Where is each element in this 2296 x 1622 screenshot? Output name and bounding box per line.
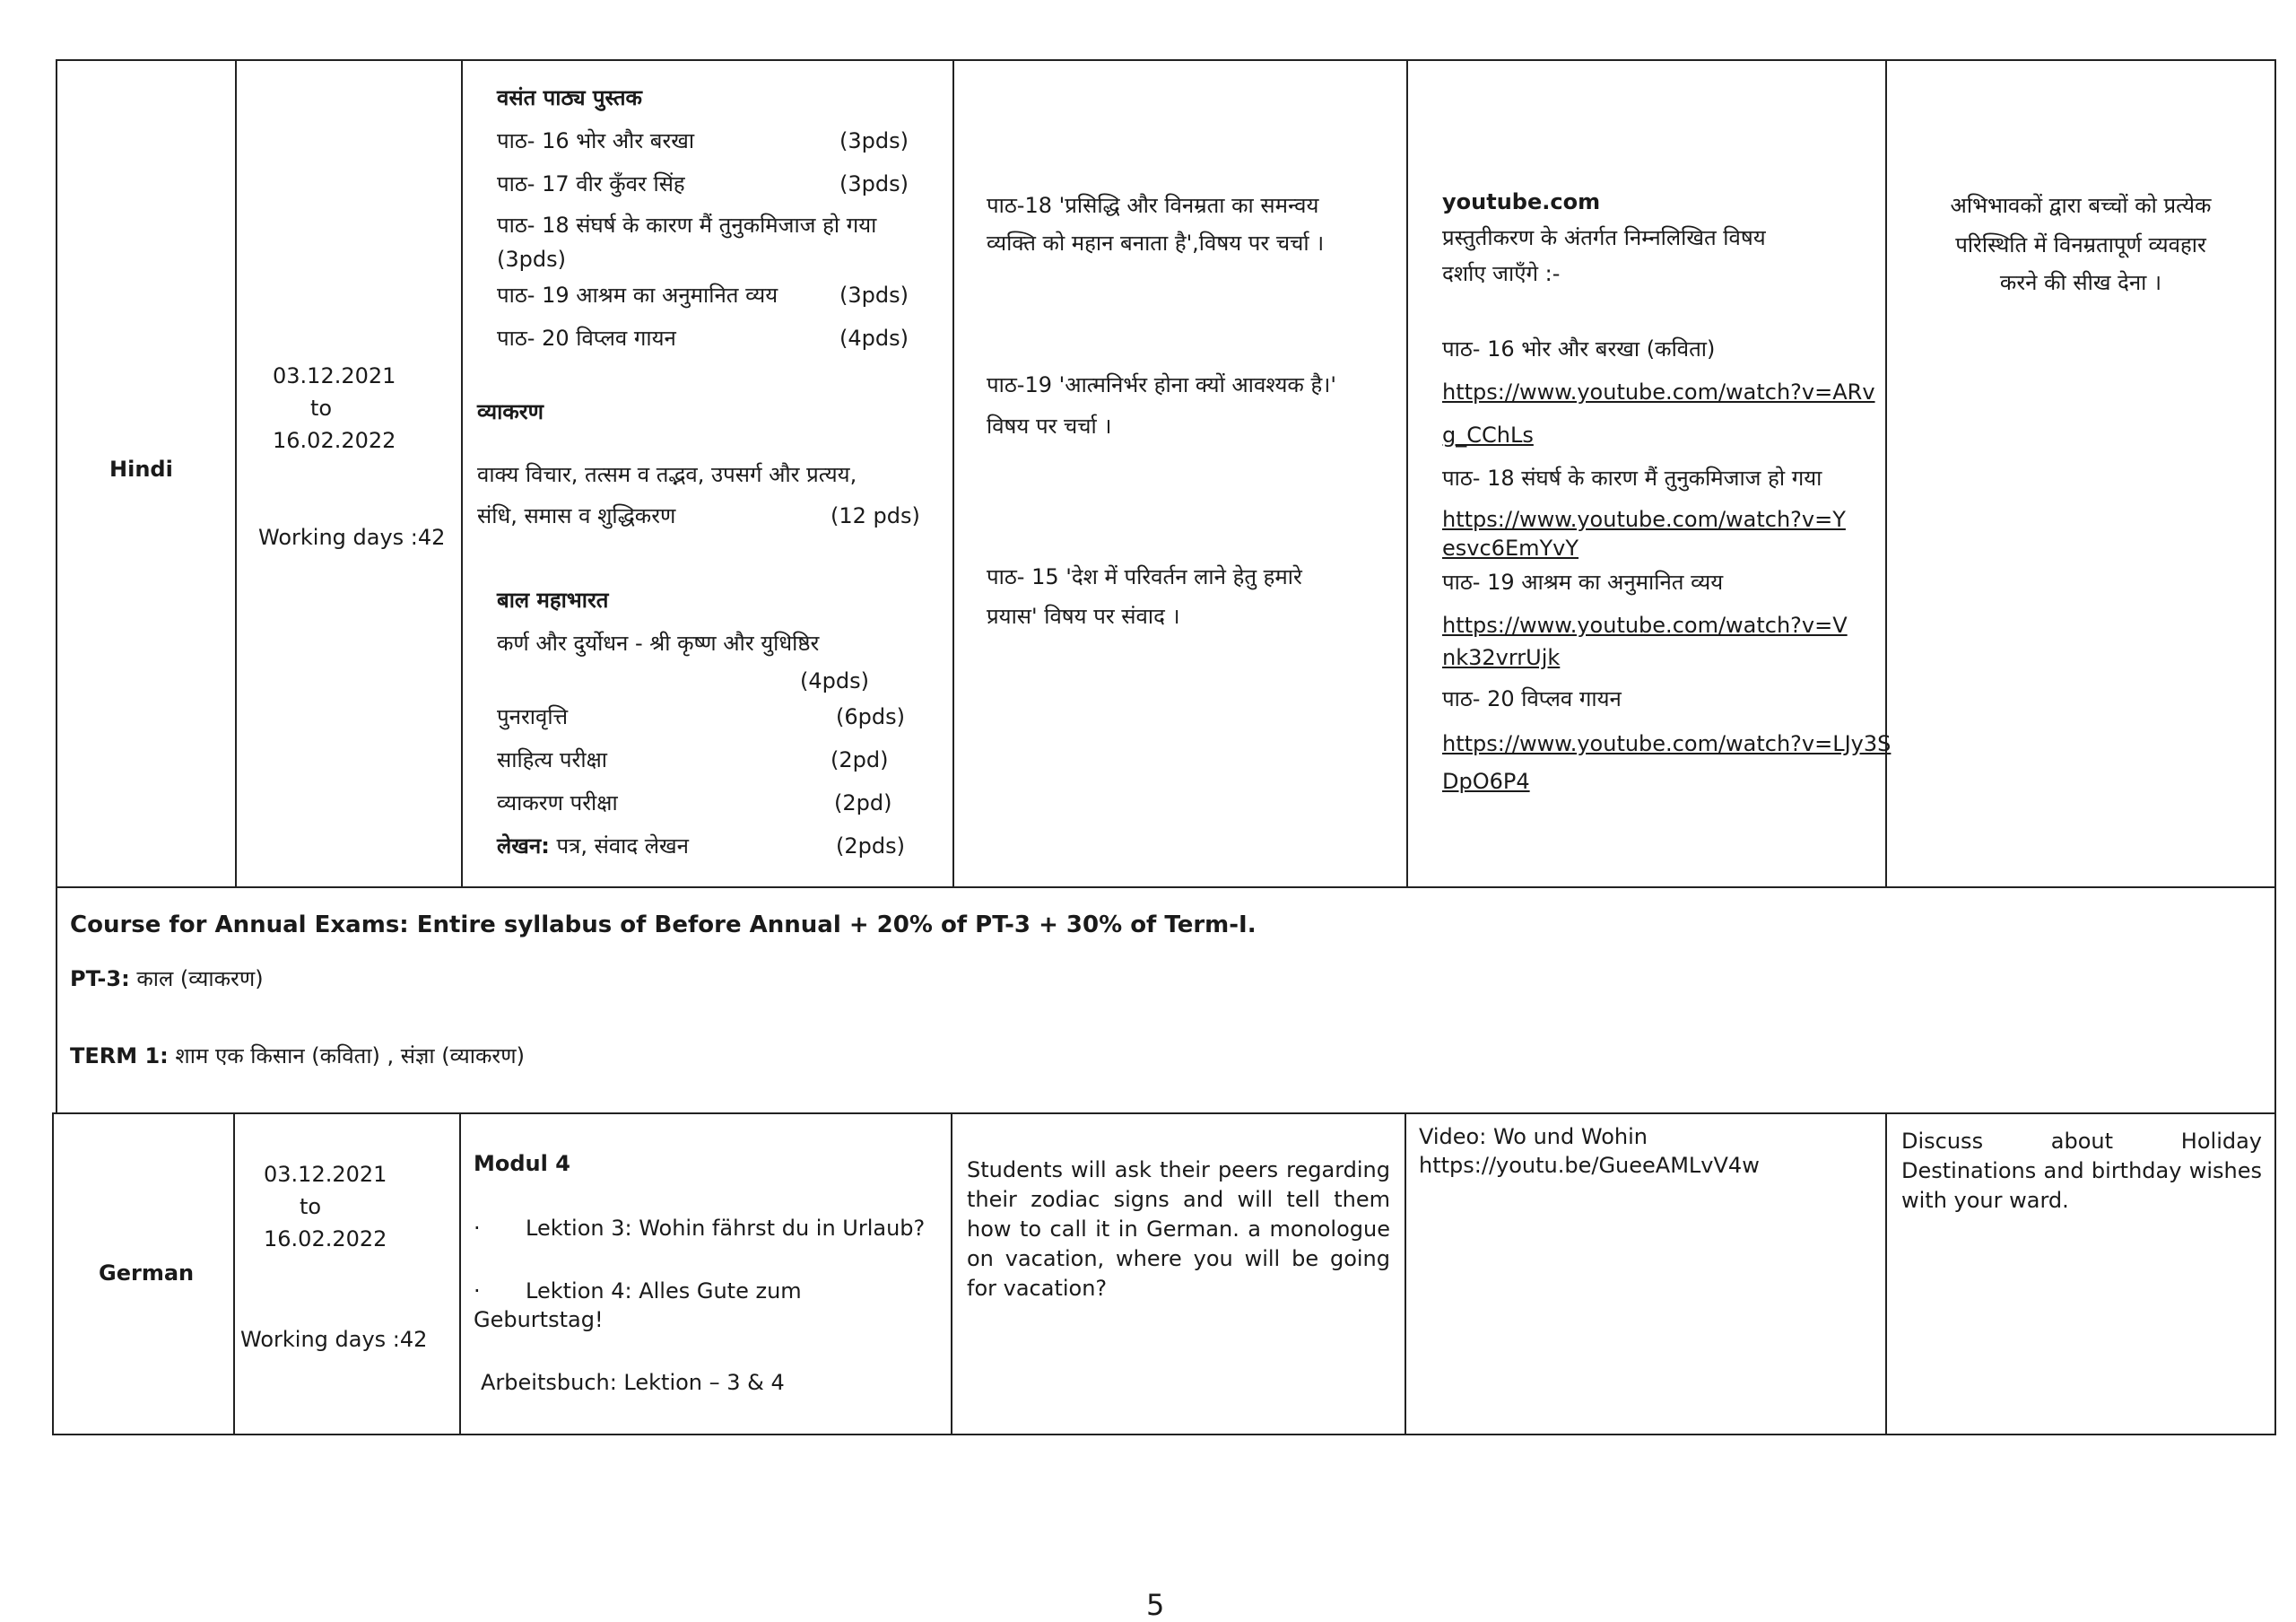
bal-mahabharat-title: बाल महाभारत: [497, 588, 609, 613]
activity-3-line-1: पाठ- 15 'देश में परिवर्तन लाने हेतु हमारे: [987, 564, 1302, 589]
term1-line: [70, 1042, 525, 1069]
annual-exam-block: [56, 885, 2276, 1114]
german-video-url[interactable]: https://youtu.be/GueeAMLvV4w: [1419, 1153, 1760, 1178]
resource-lesson-18-link-1[interactable]: https://www.youtube.com/watch?v=Y: [1442, 507, 1846, 532]
lesson-16: पाठ- 16 भोर और बरखा: [497, 128, 695, 153]
german-video-label: Video: Wo und Wohin: [1419, 1124, 1648, 1149]
german-date-to-word: to: [300, 1194, 322, 1219]
pt3-line: [70, 965, 264, 992]
lesson-18-periods: (3pds): [497, 247, 566, 272]
lesson-20: पाठ- 20 विप्लव गायन: [497, 326, 676, 351]
hindi-table: [56, 59, 2276, 888]
writing-text: पत्र, संवाद लेखन: [556, 833, 689, 859]
resource-intro-2: दर्शाए जाएँगे :-: [1442, 261, 1561, 286]
annual-course-line: Course for Annual Exams: Entire syllabus of Before Annual + 20% of PT-3 + 30% of Term-I.: [70, 911, 1257, 938]
lesson-19-periods: (3pds): [839, 283, 909, 308]
grammar-exam-periods: (2pd): [834, 790, 892, 815]
page-number: 5: [1146, 1588, 1165, 1622]
grammar-line-2: संधि, समास व शुद्धिकरण: [477, 503, 676, 528]
literature-exam-periods: (2pd): [831, 747, 889, 772]
resource-lesson-19-link-1[interactable]: https://www.youtube.com/watch?v=V: [1442, 613, 1848, 638]
hindi-syllabus-cell: [463, 61, 954, 886]
grammar-line-1: वाक्य विचार, तत्सम व तद्भव, उपसर्ग और प्रत्यय,: [477, 462, 857, 487]
resource-lesson-19-link-2[interactable]: nk32vrrUjk: [1442, 645, 1561, 670]
writing-line: [497, 833, 689, 859]
resource-lesson-16-link-1[interactable]: https://www.youtube.com/watch?v=ARv: [1442, 379, 1875, 405]
resource-intro-1: प्रस्तुतीकरण के अंतर्गत निम्नलिखित विषय: [1442, 225, 1766, 250]
hindi-subject: Hindi: [109, 457, 173, 482]
hindi-resources-cell: [1408, 61, 1892, 886]
activity-3-line-2: प्रयास' विषय पर संवाद ।: [987, 604, 1180, 629]
german-activity: Students will ask their peers regarding their zodiac signs and will tell them how to call it in German. a monologue on vacation, where you will be going for vacation?: [967, 1157, 1390, 1301]
writing-label: लेखन:: [497, 833, 550, 859]
lesson-20-periods: (4pds): [839, 326, 909, 351]
german-lektion-4-a: Lektion 4: Alles Gute zum: [526, 1278, 802, 1304]
grammar-periods: (12 pds): [831, 503, 920, 528]
grammar-title: व्याकरण: [477, 399, 544, 424]
revision: पुनरावृत्ति: [497, 704, 569, 729]
resource-lesson-19: पाठ- 19 आश्रम का अनुमानित व्यय: [1442, 570, 1724, 595]
grammar-exam: व्याकरण परीक्षा: [497, 790, 618, 815]
lesson-18: पाठ- 18 संघर्ष के कारण मैं तुनुकमिजाज हो गया: [497, 213, 877, 238]
resource-lesson-20-link-1[interactable]: https://www.youtube.com/watch?v=LJy3S: [1442, 731, 1892, 756]
german-modul: Modul 4: [474, 1151, 570, 1176]
german-lektion-3: Lektion 3: Wohin fährst du in Urlaub?: [526, 1216, 926, 1241]
activity-1-line-1: पाठ-18 'प्रसिद्धि और विनम्रता का समन्वय: [987, 193, 1319, 218]
german-date-from: 03.12.2021: [264, 1162, 387, 1187]
german-lektion-4-b: Geburtstag!: [474, 1307, 604, 1332]
lesson-16-periods: (3pds): [839, 128, 909, 153]
german-activity-cell: [952, 1114, 1406, 1434]
parents-line-3: करने की सीख देना ।: [1999, 270, 2162, 295]
german-table: [52, 1112, 2276, 1435]
activity-1-line-2: व्यक्ति को महान बनाता है',विषय पर चर्चा ।: [987, 231, 1325, 256]
activity-2-line-1: पाठ-19 'आत्मनिर्भर होना क्यों आवश्यक है।': [987, 372, 1336, 397]
book-title: वसंत पाठ्य पुस्तक: [497, 85, 642, 110]
resource-lesson-20-link-2[interactable]: DpO6P4: [1442, 769, 1530, 794]
german-date-to: 16.02.2022: [264, 1226, 387, 1251]
bal-mahabharat-line: कर्ण और दुर्योधन - श्री कृष्ण और युधिष्ठिर: [497, 631, 820, 656]
term1-text: शाम एक किसान (कविता) , संज्ञा (व्याकरण): [175, 1043, 525, 1068]
lesson-19: पाठ- 19 आश्रम का अनुमानित व्यय: [497, 283, 778, 308]
bal-mahabharat-periods: (4pds): [800, 668, 869, 693]
activity-2-line-2: विषय पर चर्चा ।: [987, 414, 1112, 439]
pt3-text: काल (व्याकरण): [136, 966, 264, 991]
resource-lesson-16: पाठ- 16 भोर और बरखा (कविता): [1442, 336, 1716, 362]
literature-exam: साहित्य परीक्षा: [497, 747, 607, 772]
writing-periods: (2pds): [836, 833, 905, 859]
bullet-lektion-4: ·: [474, 1278, 481, 1304]
hindi-dates-cell: [237, 61, 463, 886]
term1-label: TERM 1:: [70, 1043, 169, 1068]
lesson-17: पाठ- 17 वीर कुँवर सिंह: [497, 171, 685, 196]
resource-site: youtube.com: [1442, 189, 1601, 214]
resource-lesson-20: पाठ- 20 विप्लव गायन: [1442, 686, 1622, 711]
german-subject-cell: [54, 1114, 235, 1434]
pt3-label: PT-3:: [70, 966, 130, 991]
german-parents-cell: [1887, 1114, 2274, 1434]
resource-lesson-18-link-2[interactable]: esvc6EmYvY: [1442, 536, 1579, 561]
german-working-days: Working days :42: [240, 1327, 428, 1352]
parents-line-1: अभिभावकों द्वारा बच्चों को प्रत्येक: [1950, 193, 2212, 218]
hindi-date-to-word: to: [310, 396, 333, 421]
german-parents: Discuss about Holiday Destinations and birthday wishes with your ward.: [1901, 1129, 2262, 1213]
german-dates-cell: [235, 1114, 461, 1434]
hindi-date-from: 03.12.2021: [273, 363, 396, 388]
hindi-activities-cell: [954, 61, 1408, 886]
hindi-subject-cell: [57, 61, 237, 886]
lesson-17-periods: (3pds): [839, 171, 909, 196]
hindi-parents-cell: [1887, 61, 2274, 886]
resource-lesson-18: पाठ- 18 संघर्ष के कारण मैं तुनुकमिजाज हो गया: [1442, 466, 1822, 491]
german-arbeitsbuch: Arbeitsbuch: Lektion – 3 & 4: [481, 1370, 785, 1395]
hindi-working-days: Working days :42: [258, 525, 446, 550]
german-resources-cell: [1406, 1114, 1887, 1434]
hindi-date-to: 16.02.2022: [273, 428, 396, 453]
german-syllabus-cell: [461, 1114, 952, 1434]
bullet-lektion-3: ·: [474, 1216, 481, 1241]
resource-lesson-16-link-2[interactable]: g_CChLs: [1442, 423, 1534, 448]
parents-line-2: परिस्थिति में विनम्रतापूर्ण व्यवहार: [1955, 232, 2206, 257]
german-subject: German: [99, 1260, 195, 1286]
revision-periods: (6pds): [836, 704, 905, 729]
